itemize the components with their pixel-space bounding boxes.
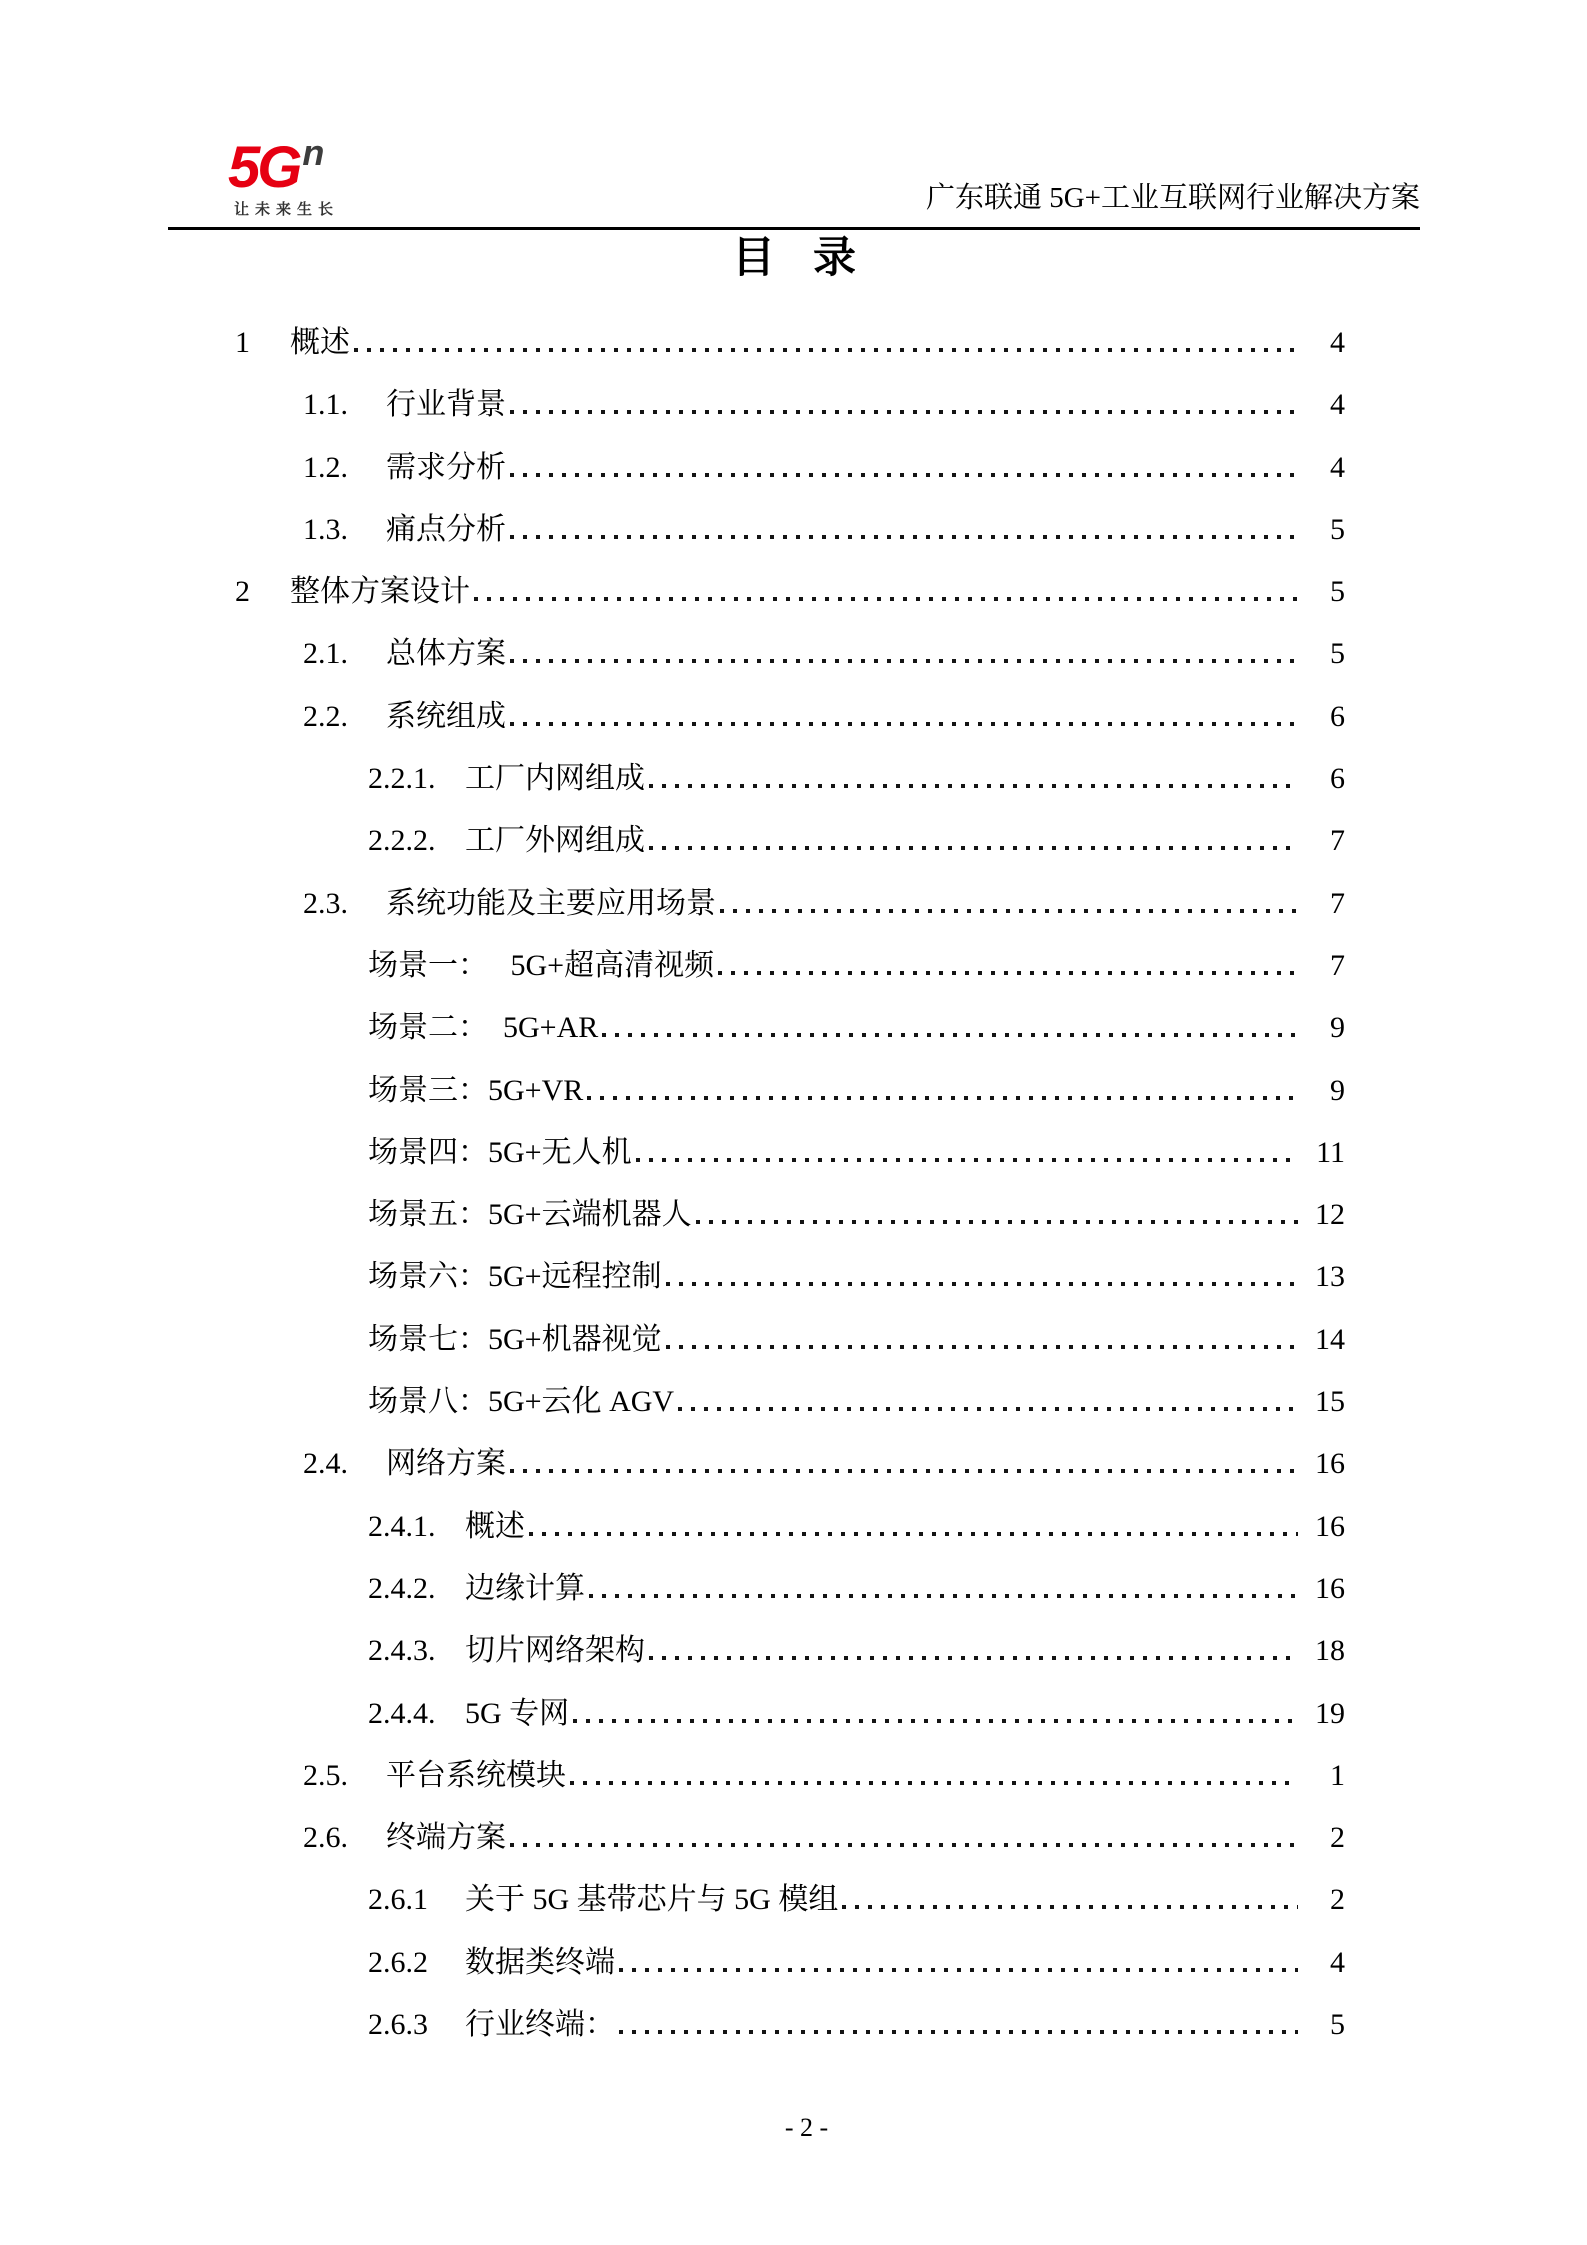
toc-entry[interactable] (168, 1371, 1345, 1433)
toc-entry[interactable] (168, 312, 1345, 374)
dot-leader (573, 1719, 1298, 1723)
dot-leader (619, 1968, 1298, 1972)
dot-leader (510, 659, 1298, 663)
toc-entry[interactable] (168, 374, 1345, 436)
dot-leader (510, 722, 1298, 726)
toc-entry-label: 场景五：5G+云端机器人 (368, 1198, 692, 1232)
toc-entry-label: 行业背景 (386, 388, 506, 422)
toc-entry-number: 1.2. (303, 450, 348, 484)
header-document-title: 广东联通 5G+工业互联网行业解决方案 (925, 182, 1420, 214)
toc-entry-number: 2.3. (303, 886, 348, 920)
dot-leader (666, 1345, 1298, 1349)
toc-entry-page: 2 (1330, 1821, 1345, 1855)
toc-entry-label: 场景六：5G+远程控制 (368, 1260, 662, 1294)
toc-entry-label: 整体方案设计 (290, 575, 470, 609)
toc-entry[interactable] (168, 623, 1345, 685)
toc-entry-page: 16 (1315, 1571, 1345, 1605)
toc-entry-label: 系统功能及主要应用场景 (386, 886, 716, 920)
toc-entry-page: 15 (1315, 1385, 1345, 1419)
toc-entry-label: 概述 (290, 326, 350, 359)
toc-entry-label: 边缘计算 (465, 1571, 585, 1605)
logo-slogan: 让未来生长 (234, 201, 340, 218)
toc-entry-number: 1.1. (303, 388, 348, 422)
toc-entry-label: 行业终端： (465, 2008, 615, 2042)
toc-entry-number: 2.2.1. (368, 762, 436, 796)
dot-leader (510, 473, 1298, 477)
toc-entry-label: 关于 5G 基带芯片与 5G 模组 (465, 1883, 839, 1917)
toc-entry-number: 2.6.1 (368, 1883, 428, 1917)
toc-entry[interactable] (168, 997, 1345, 1059)
toc-entry-label: 场景四：5G+无人机 (368, 1135, 632, 1169)
toc-entry[interactable] (168, 748, 1345, 810)
toc-entry-label: 数据类终端 (465, 1945, 615, 1979)
table-of-contents (168, 312, 1420, 2056)
toc-entry-number: 2 (235, 575, 250, 609)
toc-entry-label: 终端方案 (386, 1821, 506, 1855)
toc-entry-page: 6 (1330, 762, 1345, 796)
toc-entry-page: 1 (1330, 1758, 1345, 1792)
toc-entry-page: 12 (1315, 1198, 1345, 1232)
toc-entry-number: 2.5. (303, 1758, 348, 1792)
toc-entry-page: 19 (1315, 1696, 1345, 1730)
dot-leader (666, 1282, 1298, 1286)
dot-leader (570, 1781, 1298, 1785)
page-number: - 2 - (784, 2113, 829, 2142)
dot-leader (649, 784, 1298, 788)
page-footer (0, 2083, 1587, 2173)
toc-entry-number: 2.4.3. (368, 1634, 436, 1668)
toc-entry-page: 4 (1330, 388, 1345, 422)
toc-entry[interactable] (168, 1620, 1345, 1682)
toc-entry[interactable] (168, 810, 1345, 872)
toc-entry-label: 概述 (465, 1509, 525, 1543)
toc-entry-label: 痛点分析 (386, 512, 506, 546)
toc-entry-number: 1 (235, 326, 250, 359)
toc-entry[interactable] (168, 873, 1345, 935)
dot-leader (529, 1532, 1298, 1536)
toc-entry[interactable] (168, 1184, 1345, 1246)
dot-leader (474, 597, 1298, 601)
toc-entry-number: 2.1. (303, 637, 348, 671)
dot-leader (619, 2030, 1298, 2034)
toc-entry[interactable] (168, 1869, 1345, 1931)
dot-leader (649, 1656, 1298, 1660)
dot-leader (602, 1033, 1298, 1037)
toc-heading: 目 录 (732, 234, 856, 282)
toc-entry-label: 需求分析 (386, 450, 506, 484)
toc-entry-page: 6 (1330, 699, 1345, 733)
toc-entry-label: 场景三：5G+VR (368, 1073, 584, 1107)
toc-entry-label: 场景八：5G+云化 AGV (368, 1385, 675, 1419)
toc-entry-label: 5G 专网 (465, 1696, 570, 1730)
toc-entry-page: 7 (1330, 948, 1345, 982)
header-rule (168, 227, 1420, 230)
toc-entry[interactable] (168, 935, 1345, 997)
toc-entry[interactable] (168, 1433, 1345, 1495)
toc-entry[interactable] (168, 686, 1345, 748)
toc-entry-label: 场景一： 5G+超高清视频 (368, 948, 715, 982)
toc-entry[interactable] (168, 1932, 1345, 1994)
toc-entry-number: 2.6.3 (368, 2008, 428, 2042)
logo-brand: 5G (228, 135, 300, 200)
toc-entry[interactable] (168, 1122, 1345, 1184)
toc-entry[interactable] (168, 1060, 1345, 1122)
toc-entry[interactable] (168, 1994, 1345, 2056)
toc-entry-number: 2.6.2 (368, 1945, 428, 1979)
toc-entry-number: 2.6. (303, 1821, 348, 1855)
toc-entry[interactable] (168, 1683, 1345, 1745)
toc-entry[interactable] (168, 1246, 1345, 1308)
dot-leader (510, 535, 1298, 539)
dot-leader (510, 1843, 1298, 1847)
toc-entry-page: 16 (1315, 1447, 1345, 1481)
dot-leader (354, 348, 1298, 352)
toc-entry[interactable] (168, 1309, 1345, 1371)
dot-leader (696, 1220, 1298, 1224)
toc-entry-label: 场景七：5G+机器视觉 (368, 1322, 662, 1356)
toc-entry-number: 2.4.2. (368, 1571, 436, 1605)
toc-entry-page: 18 (1315, 1634, 1345, 1668)
toc-entry-page: 4 (1330, 450, 1345, 484)
dot-leader (649, 846, 1298, 850)
toc-entry-number: 2.4.4. (368, 1696, 436, 1730)
page-header (168, 0, 1420, 230)
toc-entry-number: 2.4. (303, 1447, 348, 1481)
dot-leader (842, 1905, 1298, 1909)
dot-leader (510, 410, 1298, 414)
toc-entry-page: 5 (1330, 637, 1345, 671)
toc-entry-label: 工厂内网组成 (465, 762, 645, 796)
toc-entry-page: 5 (1330, 575, 1345, 609)
unicom-5gn-logo (168, 126, 339, 217)
toc-entry-number: 1.3. (303, 512, 348, 546)
toc-entry-page: 5 (1330, 512, 1345, 546)
toc-entry-number: 2.2.2. (368, 824, 436, 858)
toc-entry-number: 2.2. (303, 699, 348, 733)
toc-entry-page: 9 (1330, 1011, 1345, 1045)
dot-leader (510, 1469, 1298, 1473)
toc-entry[interactable] (168, 1558, 1345, 1620)
toc-entry[interactable] (168, 1807, 1345, 1869)
logo-5g-text (228, 126, 339, 200)
toc-entry-page: 11 (1316, 1135, 1345, 1169)
toc-entry-page: 7 (1330, 886, 1345, 920)
toc-entry-label: 系统组成 (386, 699, 506, 733)
dot-leader (589, 1594, 1298, 1598)
toc-entry-page: 2 (1330, 1883, 1345, 1917)
toc-entry-label: 切片网络架构 (465, 1634, 645, 1668)
toc-entry-label: 工厂外网组成 (465, 824, 645, 858)
dot-leader (678, 1407, 1298, 1411)
toc-entry-page: 4 (1330, 1945, 1345, 1979)
logo-superscript-n: n (302, 132, 325, 173)
toc-entry-page: 9 (1330, 1073, 1345, 1107)
toc-entry-label: 平台系统模块 (386, 1758, 566, 1792)
toc-entry[interactable] (168, 1496, 1345, 1558)
dot-leader (718, 971, 1298, 975)
toc-entry-page: 13 (1315, 1260, 1345, 1294)
toc-entry-label: 场景二： 5G+AR (368, 1011, 599, 1045)
toc-entry[interactable] (168, 1745, 1345, 1807)
toc-entry[interactable] (168, 499, 1345, 561)
dot-leader (720, 909, 1298, 913)
dot-leader (636, 1158, 1298, 1162)
toc-entry-page: 7 (1330, 824, 1345, 858)
toc-entry-page: 5 (1330, 2008, 1345, 2042)
toc-entry-number: 2.4.1. (368, 1509, 436, 1543)
toc-entry-page: 16 (1315, 1509, 1345, 1543)
toc-entry[interactable] (168, 437, 1345, 499)
dot-leader (587, 1096, 1298, 1100)
toc-entry-page: 4 (1330, 326, 1345, 359)
toc-entry-page: 14 (1315, 1322, 1345, 1356)
toc-entry-label: 总体方案 (386, 637, 506, 671)
toc-entry[interactable] (168, 561, 1345, 623)
toc-entry-label: 网络方案 (386, 1447, 506, 1481)
